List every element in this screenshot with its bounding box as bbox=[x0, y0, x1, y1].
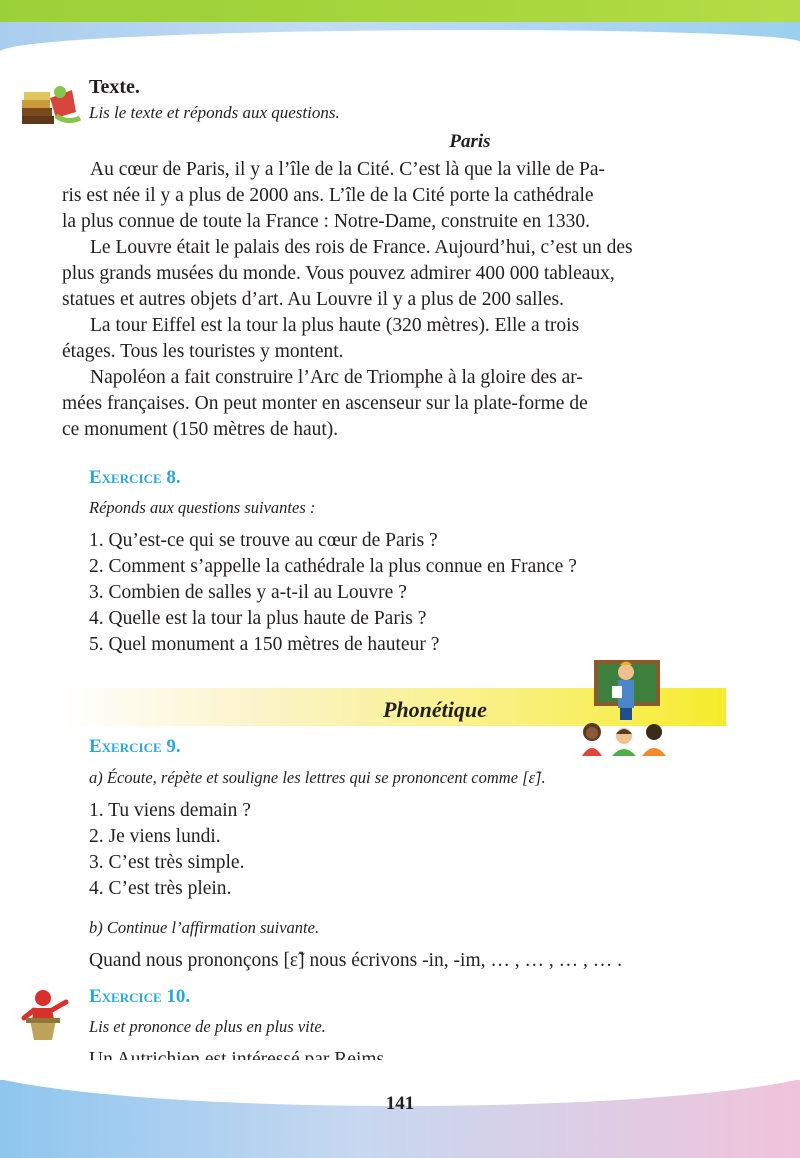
paragraph-line: plus grands musées du monde. Vous pouvez admirer 400 000 tableaux, bbox=[62, 263, 615, 284]
question-item: 3. Combien de salles y a-t-il au Louvre ? bbox=[89, 582, 407, 603]
paragraph-3 bbox=[62, 313, 726, 365]
texte-instruction: Lis le texte et réponds aux questions. bbox=[89, 103, 340, 122]
paragraph-line: Le Louvre était le palais des rois de France. Aujourd’hui, c’est un des bbox=[90, 237, 633, 258]
paragraph-4 bbox=[62, 365, 726, 443]
paragraph-line: mées françaises. On peut monter en ascenseur sur la plate-forme de bbox=[62, 393, 588, 414]
texte-title: Texte. bbox=[89, 76, 140, 98]
exercice-8-title: Exercice 8. bbox=[89, 467, 181, 488]
phonetique-title: Phonétique bbox=[383, 697, 487, 722]
exercice-9-title: Exercice 9. bbox=[89, 736, 181, 757]
paragraph-line: ris est née il y a plus de 2000 ans. L’île de la Cité porte la cathédrale bbox=[62, 185, 594, 206]
phrase-item: 1. Tu viens demain ? bbox=[89, 800, 251, 821]
books-reading-icon bbox=[20, 78, 84, 128]
paragraph-line: ce monument (150 mètres de haut). bbox=[62, 419, 339, 440]
phrase-item: 3. C’est très simple. bbox=[89, 852, 245, 873]
exercice-8-instruction: Réponds aux questions suivantes : bbox=[89, 498, 316, 517]
paragraph-line: La tour Eiffel est la tour la plus haute (320 mètres). Elle a trois bbox=[90, 315, 580, 336]
paragraph-line: Au cœur de Paris, il y a l’île de la Cité. C’est là que la ville de Pa- bbox=[90, 159, 605, 180]
exercice-10-instruction: Lis et prononce de plus en plus vite. bbox=[89, 1017, 326, 1036]
exercice-10-title: Exercice 10. bbox=[89, 986, 191, 1007]
paragraph-line: Napoléon a fait construire l’Arc de Triomphe à la gloire des ar- bbox=[90, 367, 583, 388]
question-item: 5. Quel monument a 150 mètres de hauteur ? bbox=[89, 634, 440, 655]
exercice-9-part-a: a) Écoute, répète et souligne les lettres qui se prononcent comme [ɛ̃]. bbox=[89, 768, 546, 787]
top-color-band bbox=[0, 0, 800, 22]
paragraph-1 bbox=[62, 157, 726, 235]
exercice-9-part-b: b) Continue l’affirmation suivante. bbox=[89, 918, 320, 937]
paragraph-line: étages. Tous les touristes y montent. bbox=[62, 341, 344, 362]
question-item: 4. Quelle est la tour la plus haute de Paris ? bbox=[89, 608, 427, 629]
text-heading: Paris bbox=[449, 131, 491, 152]
question-item: 2. Comment s’appelle la cathédrale la plus connue en France ? bbox=[89, 556, 577, 577]
page-number: 141 bbox=[385, 1093, 415, 1114]
paragraph-2 bbox=[62, 235, 726, 313]
exercice-9-statement: Quand nous prononçons [ɛ̃] nous écrivons -in, -im, … , … , … , … . bbox=[89, 950, 623, 971]
phrase-item: 2. Je viens lundi. bbox=[89, 826, 221, 847]
phrase-item: 4. C’est très plein. bbox=[89, 878, 232, 899]
speaker-podium-icon bbox=[16, 988, 74, 1044]
paragraph-line: la plus connue de toute la France : Notre-Dame, construite en 1330. bbox=[62, 211, 590, 232]
paragraph-line: statues et autres objets d’art. Au Louvre il y a plus de 200 salles. bbox=[62, 289, 565, 310]
teacher-students-icon bbox=[578, 656, 672, 758]
question-item: 1. Qu’est-ce qui se trouve au cœur de Paris ? bbox=[89, 530, 438, 551]
